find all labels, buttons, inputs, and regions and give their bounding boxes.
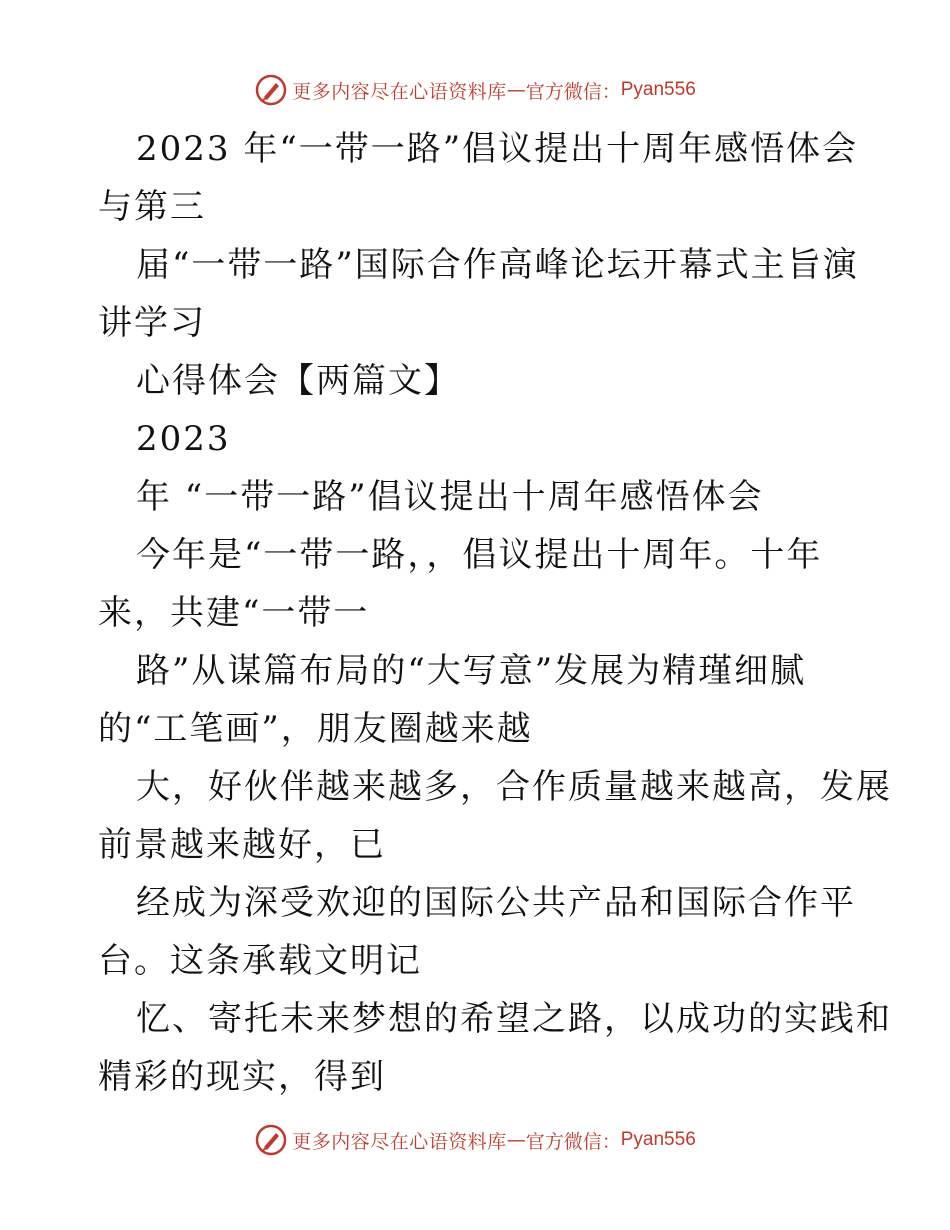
body-line: 路”从谋篇布局的“大写意”发展为精瑾细腻 (136, 651, 807, 691)
body-line: 台。这条承载文明记 (98, 941, 422, 981)
document-body (98, 120, 892, 1106)
section-heading-line-2: 年 “一带一路”倡议提出十周年感悟体会 (136, 477, 764, 517)
body-line: 今年是“一带一路，，倡议提出十周年。十年 (136, 535, 823, 575)
title-line-4: 讲学习 (98, 303, 206, 343)
banner-wechat-id: Pyan556 (620, 1129, 696, 1150)
banner-site-text: 更多内容尽在心语资料库 (292, 1130, 507, 1153)
title-line-2: 与第三 (98, 187, 206, 227)
body-line: 来，共建“一带一 (98, 593, 370, 633)
body-line: 经成为深受欢迎的国际公共产品和国际合作平 (136, 883, 856, 923)
footer-watermark-banner (0, 1120, 950, 1160)
banner-dash: — (506, 1129, 526, 1151)
body-line: 前景越来越好，已 (98, 825, 386, 865)
body-line: 的“工笔画”，朋友圈越来越 (98, 709, 533, 749)
banner-site-text: 更多内容尽在心语资料库 (292, 80, 507, 103)
header-watermark-banner (0, 70, 950, 110)
pen-logo-icon (254, 73, 288, 107)
banner-wechat-label: 官方微信： (525, 80, 621, 103)
banner-wechat-id: Pyan556 (620, 79, 696, 100)
body-line: 忆、寄托未来梦想的希望之路，以成功的实践和 (136, 999, 892, 1039)
body-line: 大，好伙伴越来越多，合作质量越来越高，发展 (136, 767, 892, 807)
title-line-1: 2023 年“一带一路”倡议提出十周年感悟体会 (136, 129, 859, 169)
pen-logo-icon (254, 1123, 288, 1157)
title-line-5: 心得体会【两篇文】 (136, 361, 460, 401)
section-heading-line-1: 2023 (136, 419, 231, 459)
banner-wechat-label: 官方微信： (525, 1130, 621, 1153)
banner-dash: — (506, 79, 526, 101)
title-line-3: 届“一带一路”国际合作高峰论坛开幕式主旨演 (136, 245, 859, 285)
body-line: 精彩的现实，得到 (98, 1057, 386, 1097)
